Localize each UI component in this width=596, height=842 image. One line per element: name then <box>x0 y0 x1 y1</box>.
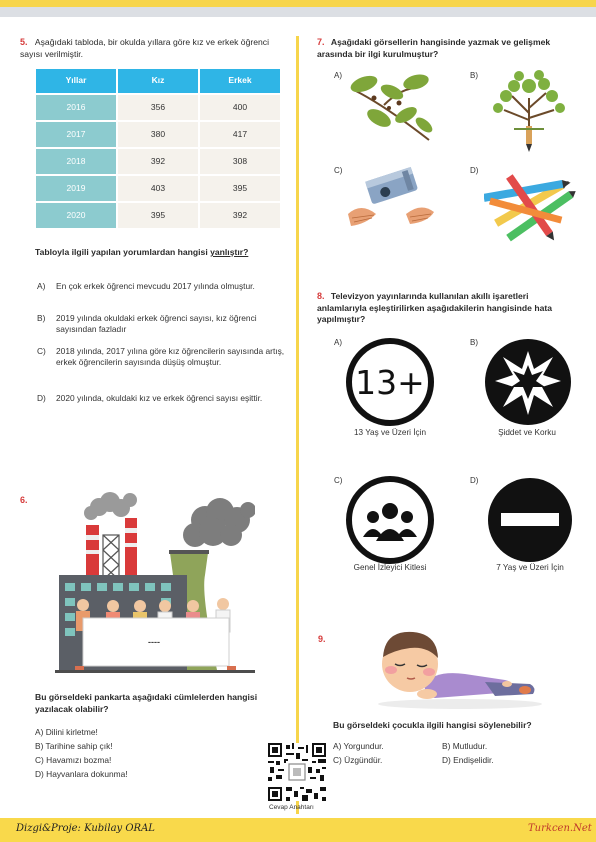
option-d[interactable] <box>37 393 287 423</box>
boys-cell: 417 <box>200 122 280 147</box>
option-label-c: C) <box>334 166 343 175</box>
option-a[interactable]: A) Yorgundur. <box>333 741 384 751</box>
question-number: 9. <box>318 634 326 644</box>
top-grey-band <box>0 7 596 17</box>
option-c[interactable]: C) Havamızı bozma! <box>35 755 112 765</box>
chimney <box>125 518 137 580</box>
question-number: 5. <box>20 37 28 47</box>
option-letter: A) <box>37 281 46 291</box>
option-a[interactable] <box>37 281 287 311</box>
sign-caption-d: 7 Yaş ve Üzeri İçin <box>496 563 564 572</box>
option-text: 2018 yılında, 2017 yılına göre kız öğrencilerin sayısında artış, erkek öğrencilerin sayısında düşüş olmuştur. <box>56 346 285 368</box>
girls-cell: 356 <box>118 95 198 120</box>
option-text: En çok erkek öğrenci mevcudu 2017 yılında olmuştur. <box>56 281 255 291</box>
table-row <box>36 176 280 201</box>
column-header: Erkek <box>200 69 280 93</box>
option-a[interactable]: A) Dilini kirletme! <box>35 727 98 737</box>
sleeping-boy-illustration <box>365 622 545 712</box>
option-label-d: D) <box>470 476 479 485</box>
boys-cell: 395 <box>200 176 280 201</box>
option-b[interactable]: B) Tarihine sahip çık! <box>35 741 113 751</box>
footer-brand-logo[interactable]: Turkcen.Net <box>528 823 592 834</box>
sign-caption-c: Genel İzleyici Kitlesi <box>353 563 427 572</box>
question-number: 7. <box>317 37 325 47</box>
option-d[interactable]: D) Endişelidir. <box>442 755 494 765</box>
option-letter: B) <box>37 313 46 323</box>
question-7-prompt: Aşağıdaki görsellerin hangisinde yazmak ve gelişmek arasında bir ilgi kurulmuştur? <box>317 37 551 59</box>
column-header: Yıllar <box>36 69 116 93</box>
option-label-b: B) <box>470 338 478 347</box>
year-cell: 2016 <box>36 95 116 120</box>
option-label-a: A) <box>334 338 342 347</box>
general-audience-sign-icon[interactable] <box>345 475 435 565</box>
question-5-prompt <box>35 247 285 259</box>
option-letter: C) <box>37 346 46 356</box>
year-cell: 2019 <box>36 176 116 201</box>
option-label-d: D) <box>470 166 479 175</box>
option-b[interactable]: B) Mutludur. <box>442 741 488 751</box>
column-header: Kız <box>118 69 198 93</box>
top-color-bar <box>0 0 596 7</box>
option-b[interactable] <box>37 313 287 343</box>
girls-cell: 380 <box>118 122 198 147</box>
sign-caption-b: Şiddet ve Korku <box>498 428 556 437</box>
plant-sprouts-image[interactable] <box>344 70 439 145</box>
option-label-a: A) <box>334 71 342 80</box>
question-6-prompt: Bu görseldeki pankarta aşağıdaki cümlelerden hangisi yazılacak olabilir? <box>35 692 258 714</box>
pencil-sharpener-image[interactable] <box>346 162 436 232</box>
table-header-row <box>36 69 280 93</box>
prompt-tail: tır? <box>234 247 249 257</box>
question-number: 6. <box>20 495 28 505</box>
question-9-prompt: Bu görseldeki çocukla ilgili hangisi söylenebilir? <box>333 720 532 730</box>
question-5 <box>20 36 288 60</box>
girls-cell: 392 <box>118 149 198 174</box>
prompt-text: Tabloyla ilgili yapılan yorumlardan hangisi <box>35 247 211 257</box>
option-text: 2019 yılında okuldaki erkek öğrenci sayısı, kız öğrenci sayısından fazladır <box>56 313 257 335</box>
girls-cell: 403 <box>118 176 198 201</box>
sign-caption-a: 13 Yaş ve Üzeri İçin <box>353 428 427 437</box>
data-table <box>34 67 282 230</box>
violence-fear-sign-icon[interactable] <box>483 337 573 427</box>
option-c[interactable]: C) Üzgündür. <box>333 755 383 765</box>
lattice-tower <box>103 535 119 580</box>
colored-pencils-image[interactable] <box>484 166 576 246</box>
table-row <box>36 203 280 228</box>
question-number: 8. <box>317 291 325 301</box>
table-row <box>36 149 280 174</box>
pencil-tree-image[interactable] <box>484 68 574 153</box>
boys-cell: 392 <box>200 203 280 228</box>
qr-code-icon[interactable] <box>268 743 326 801</box>
table-row <box>36 95 280 120</box>
option-c[interactable] <box>37 346 287 386</box>
qr-label: Cevap Anahtarı <box>269 804 314 811</box>
question-7 <box>317 36 579 60</box>
option-d[interactable]: D) Hayvanlara dokunma! <box>35 769 128 779</box>
year-cell: 2020 <box>36 203 116 228</box>
question-8-prompt: Televizyon yayınlarında kullanılan akıllı işaretleri anlamlarıyla eşleştirilirken aşağıdakilerin hangisinde hata yapılmıştır? <box>317 291 552 325</box>
seven-plus-sign-icon[interactable] <box>487 477 573 563</box>
table-row <box>36 122 280 147</box>
sign-13-text: 13+ <box>355 363 425 402</box>
sign-13-plus-icon[interactable] <box>345 337 435 427</box>
footer-author: Dizgi&Proje: Kubilay ORAL <box>16 823 155 834</box>
boys-cell: 400 <box>200 95 280 120</box>
banner-text: ---- <box>148 637 160 647</box>
option-letter: D) <box>37 393 46 403</box>
prompt-underlined: yanlış <box>210 247 235 257</box>
option-label-b: B) <box>470 71 478 80</box>
smoke-cloud <box>84 492 137 520</box>
girls-cell: 395 <box>118 203 198 228</box>
year-cell: 2018 <box>36 149 116 174</box>
option-text: 2020 yılında, okuldaki kız ve erkek öğrenci sayısı eşittir. <box>56 393 263 403</box>
column-divider <box>296 36 299 814</box>
option-label-c: C) <box>334 476 343 485</box>
question-8 <box>317 290 579 326</box>
smoke-cloud <box>183 498 255 547</box>
question-intro: Aşağıdaki tabloda, bir okulda yıllara göre kız ve erkek öğrenci sayısı verilmiştir. <box>20 37 269 59</box>
year-cell: 2017 <box>36 122 116 147</box>
factory-protest-illustration <box>55 480 255 680</box>
boys-cell: 308 <box>200 149 280 174</box>
